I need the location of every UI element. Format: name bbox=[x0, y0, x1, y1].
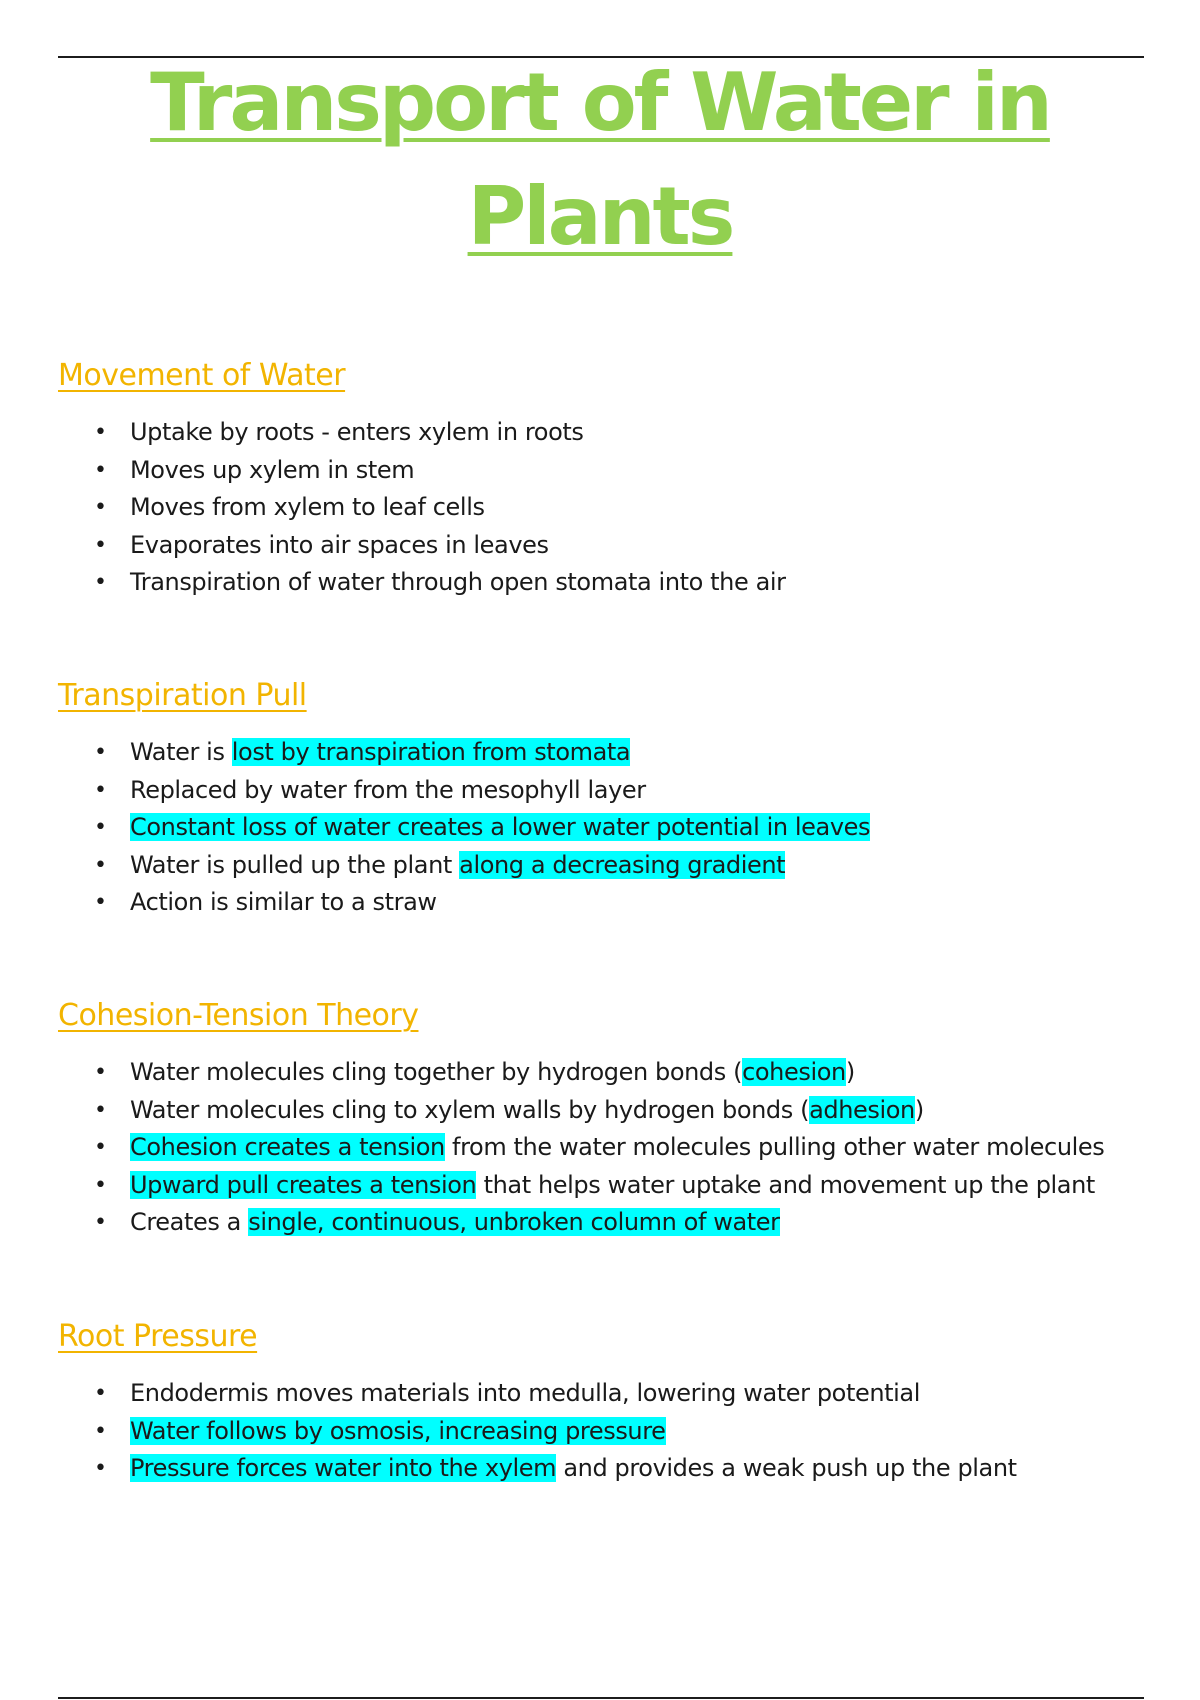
title-line-1: Transport of Water in bbox=[150, 56, 1050, 149]
item-text: that helps water uptake and movement up the plant bbox=[476, 1170, 1095, 1199]
highlighted-text: Upward pull creates a tension bbox=[130, 1170, 477, 1199]
list-item bbox=[58, 1167, 1148, 1205]
section-root-pressure bbox=[58, 1317, 1148, 1488]
item-text: from the water molecules pulling other water molecules bbox=[444, 1133, 1105, 1161]
section-cohesion-tension-theory bbox=[58, 996, 1148, 1242]
bullet-icon: • bbox=[94, 890, 107, 915]
bullet-icon: • bbox=[94, 457, 107, 483]
list-item bbox=[58, 1204, 1148, 1242]
item-text: Water molecules cling together by hydrogen bonds ( bbox=[130, 1058, 743, 1086]
item-text: Transpiration of water through open stomata into the air bbox=[130, 568, 786, 596]
bullet-icon: • bbox=[94, 1381, 107, 1406]
list-item bbox=[58, 1413, 1148, 1451]
item-text: Evaporates into air spaces in leaves bbox=[130, 530, 549, 559]
item-text: Water is bbox=[130, 738, 232, 766]
section-heading: Transpiration Pull bbox=[58, 678, 307, 713]
highlighted-text: Cohesion creates a tension bbox=[130, 1133, 445, 1161]
bullet-icon: • bbox=[94, 1060, 107, 1085]
highlighted-text: single, continuous, unbroken column of water bbox=[248, 1208, 780, 1236]
bullet-icon: • bbox=[94, 1418, 107, 1444]
section-movement-of-water bbox=[58, 356, 1148, 602]
bullet-icon: • bbox=[94, 815, 107, 840]
list-item bbox=[58, 1054, 1148, 1092]
section-heading: Root Pressure bbox=[58, 1319, 258, 1354]
list-item bbox=[58, 809, 1148, 847]
item-text: ) bbox=[845, 1058, 855, 1086]
highlighted-text: cohesion bbox=[742, 1058, 846, 1086]
list-item bbox=[58, 527, 1148, 565]
list-item bbox=[58, 847, 1148, 885]
list-item bbox=[58, 1450, 1148, 1488]
bullet-icon: • bbox=[94, 532, 107, 558]
section-heading: Movement of Water bbox=[58, 358, 346, 393]
highlighted-text: Pressure forces water into the xylem bbox=[130, 1454, 557, 1482]
bullet-icon: • bbox=[94, 1172, 107, 1198]
bullet-icon: • bbox=[94, 740, 107, 765]
list-item bbox=[58, 772, 1148, 810]
highlighted-text: along a decreasing gradient bbox=[459, 850, 786, 879]
bullet-icon: • bbox=[94, 570, 107, 595]
item-text: Moves up xylem in stem bbox=[130, 455, 415, 484]
list-item bbox=[58, 884, 1148, 922]
page-title bbox=[0, 46, 1200, 274]
bullet-icon: • bbox=[94, 852, 107, 878]
bullet-icon: • bbox=[94, 495, 107, 520]
bullet-list bbox=[58, 1375, 1148, 1488]
bullet-icon: • bbox=[94, 777, 107, 803]
list-item bbox=[58, 1129, 1148, 1167]
highlighted-text: lost by transpiration from stomata bbox=[231, 738, 631, 766]
highlighted-text: adhesion bbox=[809, 1095, 915, 1124]
item-text: and provides a weak push up the plant bbox=[556, 1454, 1017, 1482]
bullet-icon: • bbox=[94, 420, 107, 445]
list-item bbox=[58, 564, 1148, 602]
bullet-icon: • bbox=[94, 1135, 107, 1160]
item-text: Uptake by roots - enters xylem in roots bbox=[130, 418, 584, 446]
section-heading: Cohesion-Tension Theory bbox=[58, 998, 419, 1033]
item-text: Moves from xylem to leaf cells bbox=[130, 493, 485, 521]
bottom-rule bbox=[58, 1697, 1144, 1699]
item-text: Water is pulled up the plant bbox=[130, 850, 460, 879]
list-item bbox=[58, 1092, 1148, 1130]
highlighted-text: Constant loss of water creates a lower water potential in leaves bbox=[130, 813, 871, 841]
list-item bbox=[58, 452, 1148, 490]
item-text: Creates a bbox=[130, 1208, 249, 1236]
list-item bbox=[58, 734, 1148, 772]
item-text: Water molecules cling to xylem walls by hydrogen bonds ( bbox=[130, 1095, 810, 1124]
item-text: Replaced by water from the mesophyll layer bbox=[130, 775, 646, 804]
title-line-2: Plants bbox=[467, 170, 733, 263]
item-text: ) bbox=[914, 1095, 924, 1124]
bullet-list bbox=[58, 414, 1148, 602]
bullet-list bbox=[58, 1054, 1148, 1242]
highlighted-text: Water follows by osmosis, increasing pressure bbox=[130, 1416, 666, 1445]
item-text: Endodermis moves materials into medulla, lowering water potential bbox=[130, 1379, 921, 1407]
section-transpiration-pull bbox=[58, 676, 1148, 922]
list-item bbox=[58, 1375, 1148, 1413]
bullet-icon: • bbox=[94, 1210, 107, 1235]
bullet-list bbox=[58, 734, 1148, 922]
bullet-icon: • bbox=[94, 1097, 107, 1123]
item-text: Action is similar to a straw bbox=[130, 888, 437, 916]
list-item bbox=[58, 414, 1148, 452]
bullet-icon: • bbox=[94, 1456, 107, 1481]
list-item bbox=[58, 489, 1148, 527]
